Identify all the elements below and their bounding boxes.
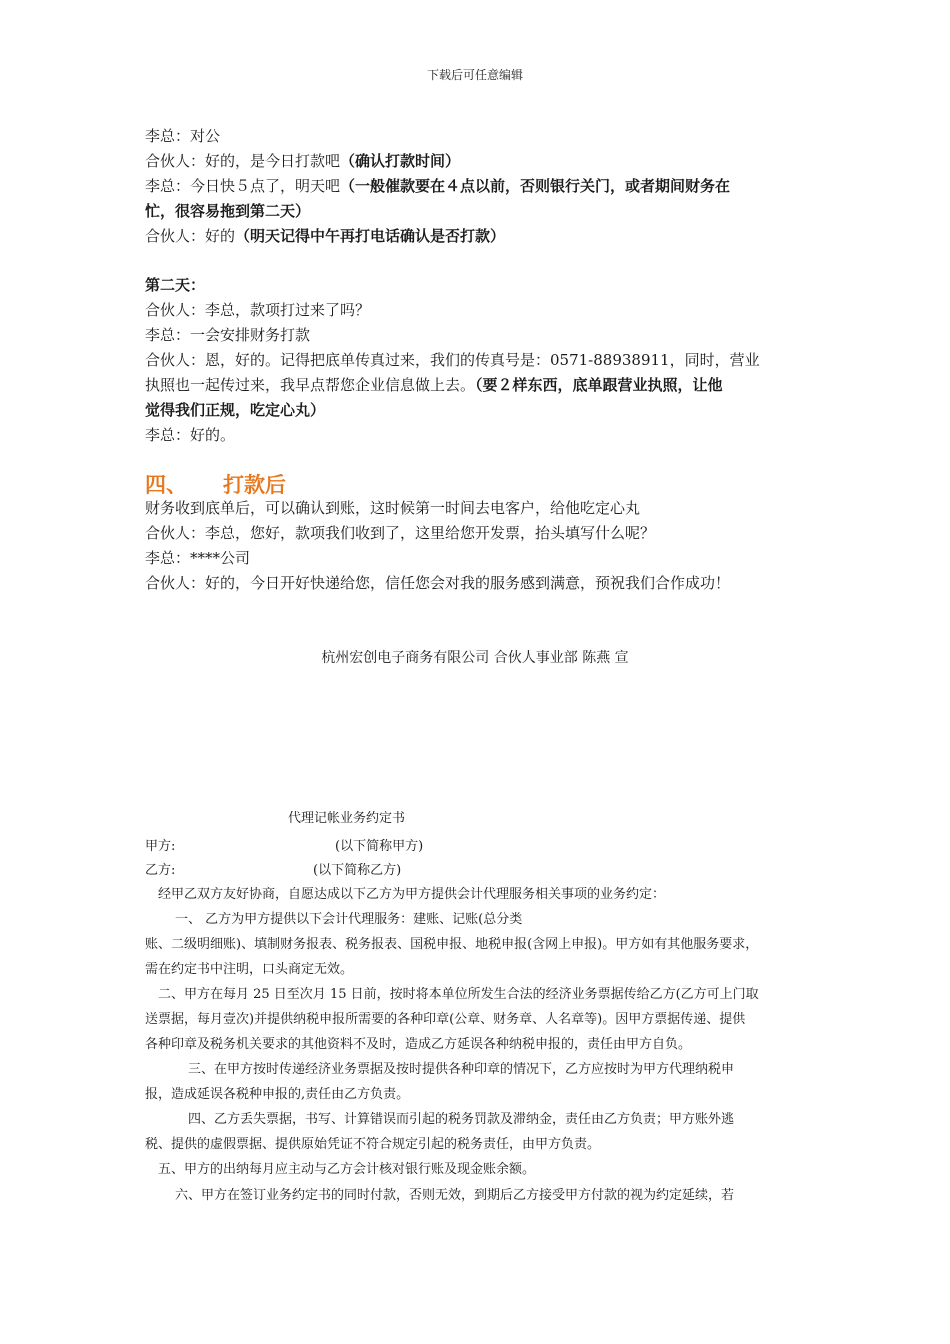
dialogue-line: 李总：好的。: [145, 426, 236, 444]
dialogue-text: 合伙人：好的: [145, 227, 236, 245]
contract-clause: 账、二级明细账)、填制财务报表、税务报表、国税申报、地税申报(含网上申报)。甲方如有其他服务要求，: [145, 937, 759, 952]
dialogue-line: 李总：一会安排财务打款: [145, 326, 311, 344]
dialogue-note: （要２样东西，底单跟营业执照，让他: [475, 376, 723, 394]
contract-clause: 报，造成延误各税种申报的,责任由乙方负责。: [145, 1087, 410, 1102]
dialogue-text: 合伙人：好的，是今日打款吧: [145, 152, 341, 170]
section-heading: [145, 469, 286, 499]
contract-clause: 各种印章及税务机关要求的其他资料不及时，造成乙方延误各种纳税申报的，责任由甲方自负。: [145, 1037, 692, 1052]
dialogue-note: 觉得我们正规，吃定心丸）: [145, 401, 326, 419]
dialogue-line: [145, 375, 723, 395]
contract-clause: 二、甲方在每月 25 日至次月 15 日前，按时将本单位所发生合法的经济业务票据传给乙方(乙方可上门取: [158, 987, 759, 1002]
contract-clause: 四、乙方丢失票据，书写、计算错误而引起的税务罚款及滞纳金，责任由乙方负责；甲方账外逃: [188, 1112, 735, 1127]
dialogue-line: 合伙人：李总，款项打过来了吗？: [145, 301, 371, 319]
contract-clause: 三、在甲方按时传递经济业务票据及按时提供各种印章的情况下，乙方应按时为甲方代理纳税申: [188, 1062, 735, 1077]
dialogue-line: 李总：对公: [145, 127, 221, 145]
party-a-note: (以下简称甲方): [335, 839, 424, 854]
dialogue-note: （明天记得中午再打电话确认是否打款）: [235, 227, 506, 245]
page-header: 下载后可任意编辑: [426, 68, 523, 82]
dialogue-line: [145, 226, 505, 246]
dialogue-line: 合伙人：恩，好的。记得把底单传真过来，我们的传真号是：0571-88938911，同时，营业: [145, 351, 760, 369]
dialogue-note: （确认打款时间）: [340, 152, 461, 170]
party-b-label: 乙方:: [145, 863, 176, 878]
dialogue-note: 忙，很容易拖到第二天）: [145, 202, 311, 220]
contract-clause: 需在约定书中注明，口头商定无效。: [145, 962, 354, 977]
section-line: 李总：****公司: [145, 549, 251, 567]
contract-clause: 五、甲方的出纳每月应主动与乙方会计核对银行账及现金账余额。: [158, 1162, 536, 1177]
contract-title: 代理记帐业务约定书: [288, 811, 406, 826]
contract-intro: 经甲乙双方友好协商，自愿达成以下乙方为甲方提供会计代理服务相关事项的业务约定：: [158, 887, 666, 902]
dialogue-line: [145, 176, 730, 196]
party-b-note: (以下简称乙方): [313, 863, 402, 878]
day2-title: 第二天：: [145, 276, 206, 294]
contract-clause: 送票据，每月壹次)并提供纳税申报所需要的各种印章(公章、财务章、人名章等)。因甲方票据传递、提供: [145, 1012, 746, 1027]
section-line: 合伙人：好的，今日开好快递给您，信任您会对我的服务感到满意，预祝我们合作成功！: [145, 574, 731, 592]
dialogue-note: （一般催款要在４点以前，否则银行关门，或者期间财务在: [340, 177, 731, 195]
section-title: 打款后: [223, 473, 286, 497]
dialogue-text: 执照也一起传过来，我早点帮您企业信息做上去。: [145, 376, 476, 394]
contract-clause: 一、 乙方为甲方提供以下会计代理服务：建账、记账(总分类: [175, 912, 523, 927]
section-line: 财务收到底单后，可以确认到账，这时候第一时间去电客户，给他吃定心丸: [145, 499, 641, 517]
party-a-label: 甲方:: [145, 839, 176, 854]
dialogue-line: [145, 151, 460, 171]
section-number: 四、: [145, 473, 187, 497]
signature: 杭州宏创电子商务有限公司 合伙人事业部 陈燕 宣: [321, 650, 629, 666]
contract-clause: 税、提供的虚假票据、提供原始凭证不符合规定引起的税务责任，由甲方负责。: [145, 1137, 601, 1152]
contract-clause: 六、甲方在签订业务约定书的同时付款，否则无效，到期后乙方接受甲方付款的视为约定延续，若: [175, 1188, 735, 1203]
dialogue-text: 李总：今日快５点了，明天吧: [145, 177, 341, 195]
section-line: 合伙人：李总，您好，款项我们收到了，这里给您开发票，抬头填写什么呢？: [145, 524, 656, 542]
